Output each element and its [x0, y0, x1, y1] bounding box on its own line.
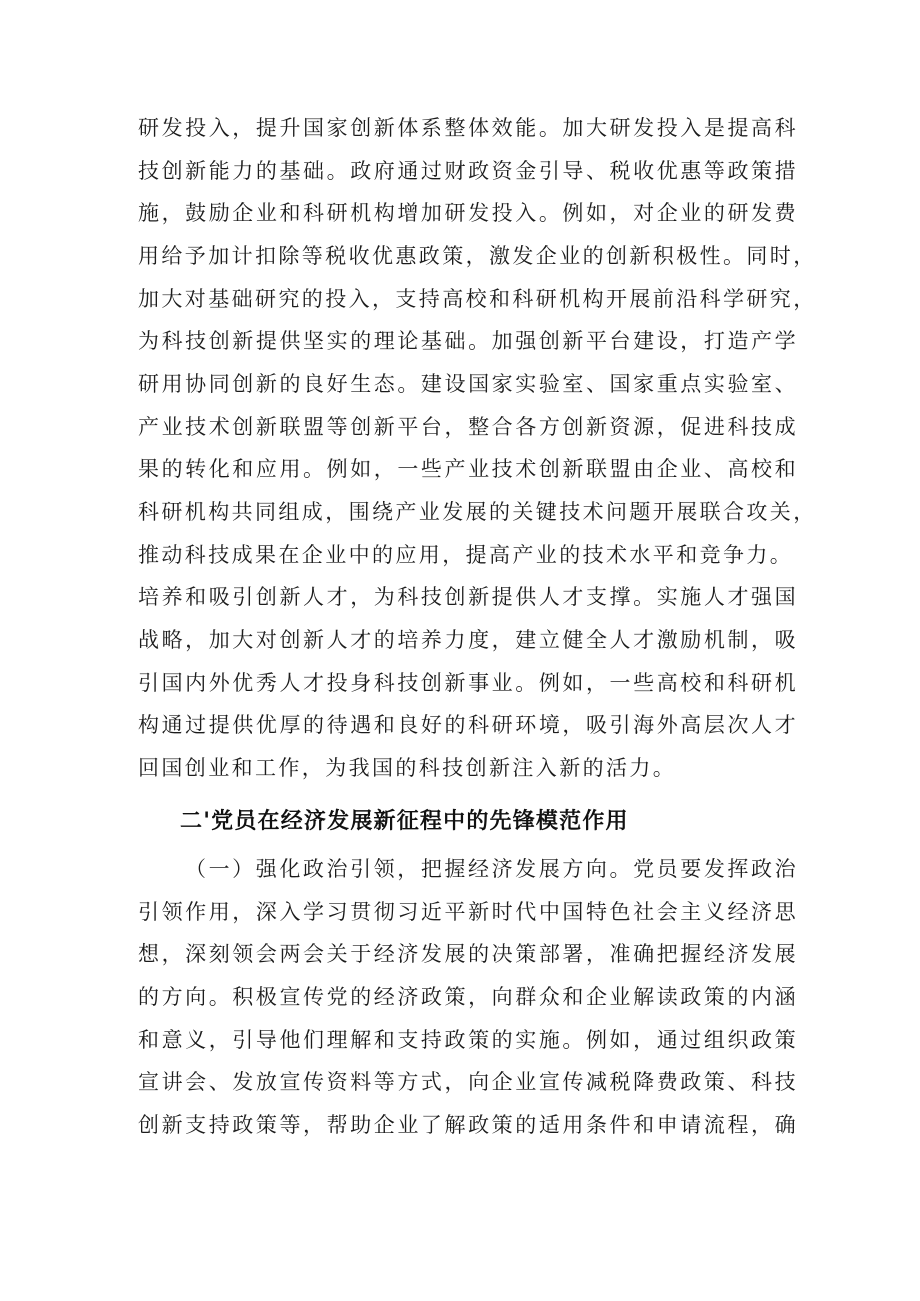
body-line: 用给予加计扣除等税收优惠政策，激发企业的创新积极性。同时，: [138, 243, 817, 268]
body-line: 创新支持政策等，帮助企业了解政策的适用条件和申请流程，确: [138, 1112, 798, 1137]
body-line: 果的转化和应用。例如，一些产业技术创新联盟由企业、高校和: [138, 457, 798, 482]
body-line: 回国创业和工作，为我国的科技创新注入新的活力。: [138, 755, 677, 780]
body-line: 技创新能力的基础。政府通过财政资金引导、税收优惠等政策措: [138, 158, 798, 183]
body-line: 引国内外优秀人才投身科技创新事业。例如，一些高校和科研机: [138, 670, 798, 695]
body-line: 施，鼓励企业和科研机构增加研发投入。例如，对企业的研发费: [138, 201, 798, 226]
body-line: 想，深刻领会两会关于经济发展的决策部署，准确把握经济发展: [138, 942, 798, 967]
body-text-block: [138, 848, 798, 1147]
body-line: 加大对基础研究的投入，支持高校和科研机构开展前沿科学研究，: [138, 286, 817, 311]
body-line: 和意义，引导他们理解和支持政策的实施。例如，通过组织政策: [138, 1027, 798, 1052]
body-line: 的方向。积极宣传党的经济政策，向群众和企业解读政策的内涵: [138, 984, 798, 1009]
body-line: 科研机构共同组成，围绕产业发展的关键技术问题开展联合攻关，: [138, 499, 817, 524]
body-line: 研用协同创新的良好生态。建设国家实验室、国家重点实验室、: [138, 371, 798, 396]
body-text-block: [138, 107, 817, 790]
body-line: 战略，加大对创新人才的培养力度，建立健全人才激励机制，吸: [138, 627, 798, 652]
body-line: 构通过提供优厚的待遇和良好的科研环境，吸引海外高层次人才: [138, 713, 798, 738]
body-line: 培养和吸引创新人才，为科技创新提供人才支撑。实施人才强国: [138, 585, 798, 610]
body-line: 宣讲会、发放宣传资料等方式，向企业宣传减税降费政策、科技: [138, 1070, 798, 1095]
section-heading: 二'党员在经济发展新征程中的先锋模范作用: [180, 809, 629, 834]
body-line: 研发投入，提升国家创新体系整体效能。加大研发投入是提高科: [138, 116, 798, 140]
paragraph-first-line: （一）强化政治引领，把握经济发展方向。党员要发挥政治: [185, 857, 798, 881]
body-line: 产业技术创新联盟等创新平台，整合各方创新资源，促进科技成: [138, 414, 798, 439]
body-line: 为科技创新提供坚实的理论基础。加强创新平台建设，打造产学: [138, 329, 798, 354]
body-line: 引领作用，深入学习贯彻习近平新时代中国特色社会主义经济思: [138, 899, 798, 924]
body-line: 推动科技成果在企业中的应用，提高产业的技术水平和竞争力。: [138, 542, 794, 567]
